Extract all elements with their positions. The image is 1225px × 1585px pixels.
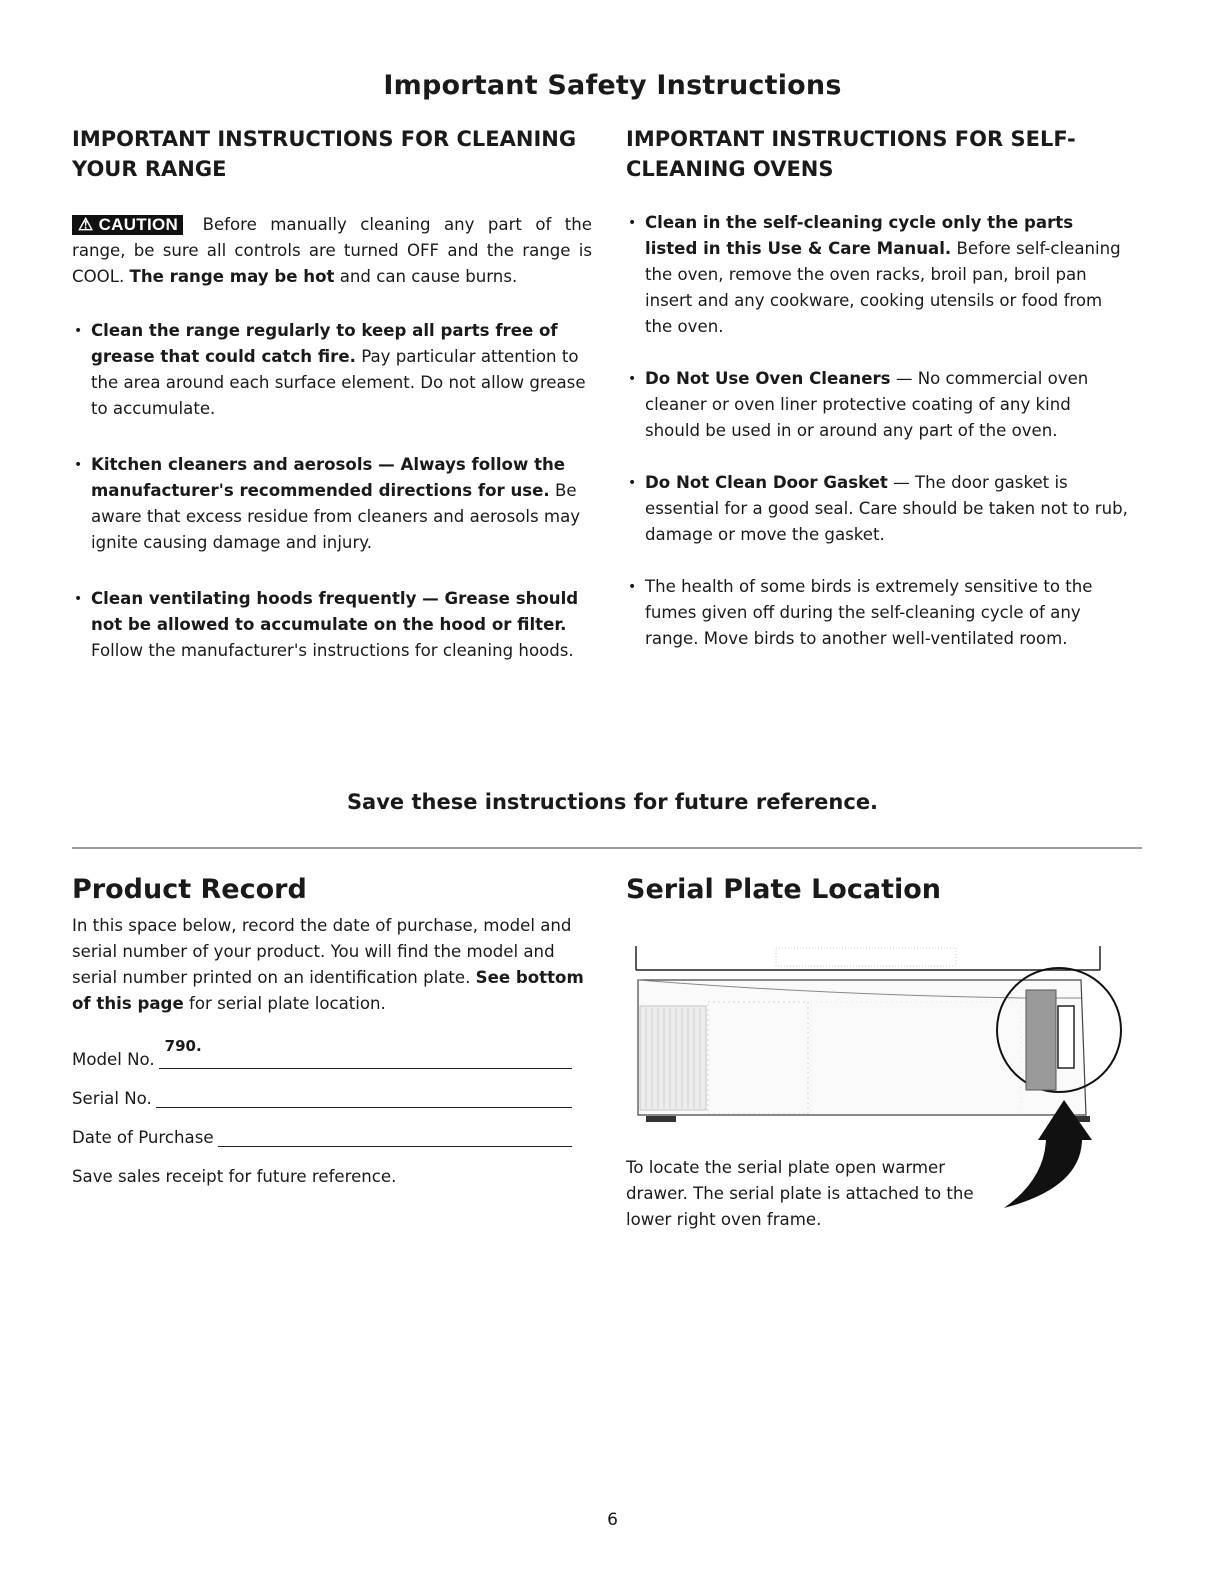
list-item-text: Follow the manufacturer's instructions for cleaning hoods.: [91, 641, 574, 660]
heading-line-2: CLEANING OVENS: [626, 157, 834, 181]
model-number-field[interactable]: [159, 1037, 572, 1069]
serial-plate-title: Serial Plate Location: [626, 874, 941, 905]
list-item-text: — The door gasket is essential for a good seal. Care should be taken not to rub, damage or move the gasket.: [645, 473, 1128, 544]
list-item: [72, 452, 592, 556]
product-record-description: [72, 913, 592, 1017]
frame-side: [1026, 990, 1056, 1090]
purchase-date-label: Date of Purchase: [72, 1128, 214, 1147]
page-number: 6: [607, 1510, 618, 1530]
list-item: [626, 470, 1131, 548]
purchase-date-field[interactable]: [218, 1121, 572, 1147]
model-number-row: [72, 1037, 572, 1069]
caution-badge: [72, 215, 183, 235]
model-number-label: Model No.: [72, 1050, 155, 1069]
list-item-text: The health of some birds is extremely sensitive to the fumes given off during the self-cleaning cycle of any range. Move birds to another well-ventilated room.: [645, 577, 1093, 648]
list-item-bold: Clean the range regularly to keep all parts free of grease that could catch fire.: [91, 321, 558, 366]
self-cleaning-heading: [626, 124, 1131, 184]
cleaning-range-section: [72, 124, 592, 664]
save-notice: Save these instructions for future reference.: [346, 790, 879, 814]
caution-label: CAUTION: [98, 215, 179, 234]
description-text: In this space below, record the date of purchase, model and serial number of your product. You will find the model and serial number printed on an identification plate.: [72, 916, 572, 987]
purchase-date-row: [72, 1122, 572, 1147]
product-record-section: [72, 873, 592, 1190]
drawer-left-panel: [640, 1006, 706, 1110]
list-item-bold: Clean in the self-cleaning cycle only the parts listed in this Use & Care Manual.: [645, 213, 1074, 258]
caution-paragraph: [72, 212, 592, 290]
self-cleaning-section: [626, 124, 1131, 652]
record-fields: [72, 1037, 572, 1147]
serial-plate-caption: To locate the serial plate open warmer drawer. The serial plate is attached to the lower right oven frame.: [626, 1158, 974, 1229]
section-divider: [72, 847, 1142, 849]
cleaning-range-list: [72, 318, 592, 664]
receipt-note: Save sales receipt for future reference.: [72, 1167, 397, 1186]
page-title: Important Safety Instructions: [383, 70, 842, 101]
list-item-bold: Clean ventilating hoods frequently — Grease should not be allowed to accumulate on the hood or filter.: [91, 589, 579, 634]
serial-number-field[interactable]: [156, 1082, 572, 1108]
description-bold: See bottom of this page: [72, 968, 584, 1013]
serial-number-label: Serial No.: [72, 1089, 152, 1108]
heading-line-1: IMPORTANT INSTRUCTIONS FOR SELF-: [626, 127, 1076, 151]
heading-line-2: YOUR RANGE: [72, 157, 227, 181]
serial-number-row: [72, 1083, 572, 1108]
model-number-value: 790.: [164, 1037, 202, 1055]
list-item-text: Pay particular attention to the area around each surface element. Do not allow grease to accumulate.: [91, 347, 586, 418]
list-item: [72, 586, 592, 664]
caution-text: Before manually cleaning any part of the range, be sure all controls are turned OFF and the range is COOL.: [72, 215, 593, 286]
self-cleaning-list: [626, 210, 1131, 652]
list-item-bold: Kitchen cleaners and aerosols — Always follow the manufacturer's recommended directions for use.: [91, 455, 566, 500]
list-item: [626, 366, 1131, 444]
product-record-title: Product Record: [72, 874, 307, 905]
list-item: [72, 318, 592, 422]
cleaning-range-heading: [72, 124, 592, 184]
list-item-bold: Do Not Clean Door Gasket: [645, 473, 888, 492]
description-tail: for serial plate location.: [188, 994, 386, 1013]
drawer-foot: [646, 1116, 676, 1122]
serial-plate-section: [626, 873, 1146, 907]
caution-tail: and can cause burns.: [339, 267, 518, 286]
warning-triangle-icon: ⚠: [78, 215, 94, 234]
list-item-text: Before self-cleaning the oven, remove the oven racks, broil pan, broil pan insert and any cookware, cooking utensils or food from the oven.: [645, 239, 1121, 336]
list-item-text: Be aware that excess residue from cleaners and aerosols may ignite causing damage and injury.: [91, 481, 581, 552]
stipple-top: [776, 948, 956, 966]
caution-bold: The range may be hot: [129, 267, 335, 286]
list-item: [626, 210, 1131, 340]
list-item: [626, 574, 1131, 652]
heading-line-1: IMPORTANT INSTRUCTIONS FOR CLEANING: [72, 127, 577, 151]
serial-plate-icon: [1058, 1006, 1074, 1068]
list-item-bold: Do Not Use Oven Cleaners: [645, 369, 891, 388]
list-item-text: — No commercial oven cleaner or oven liner protective coating of any kind should be used in or around any part of the oven.: [645, 369, 1089, 440]
